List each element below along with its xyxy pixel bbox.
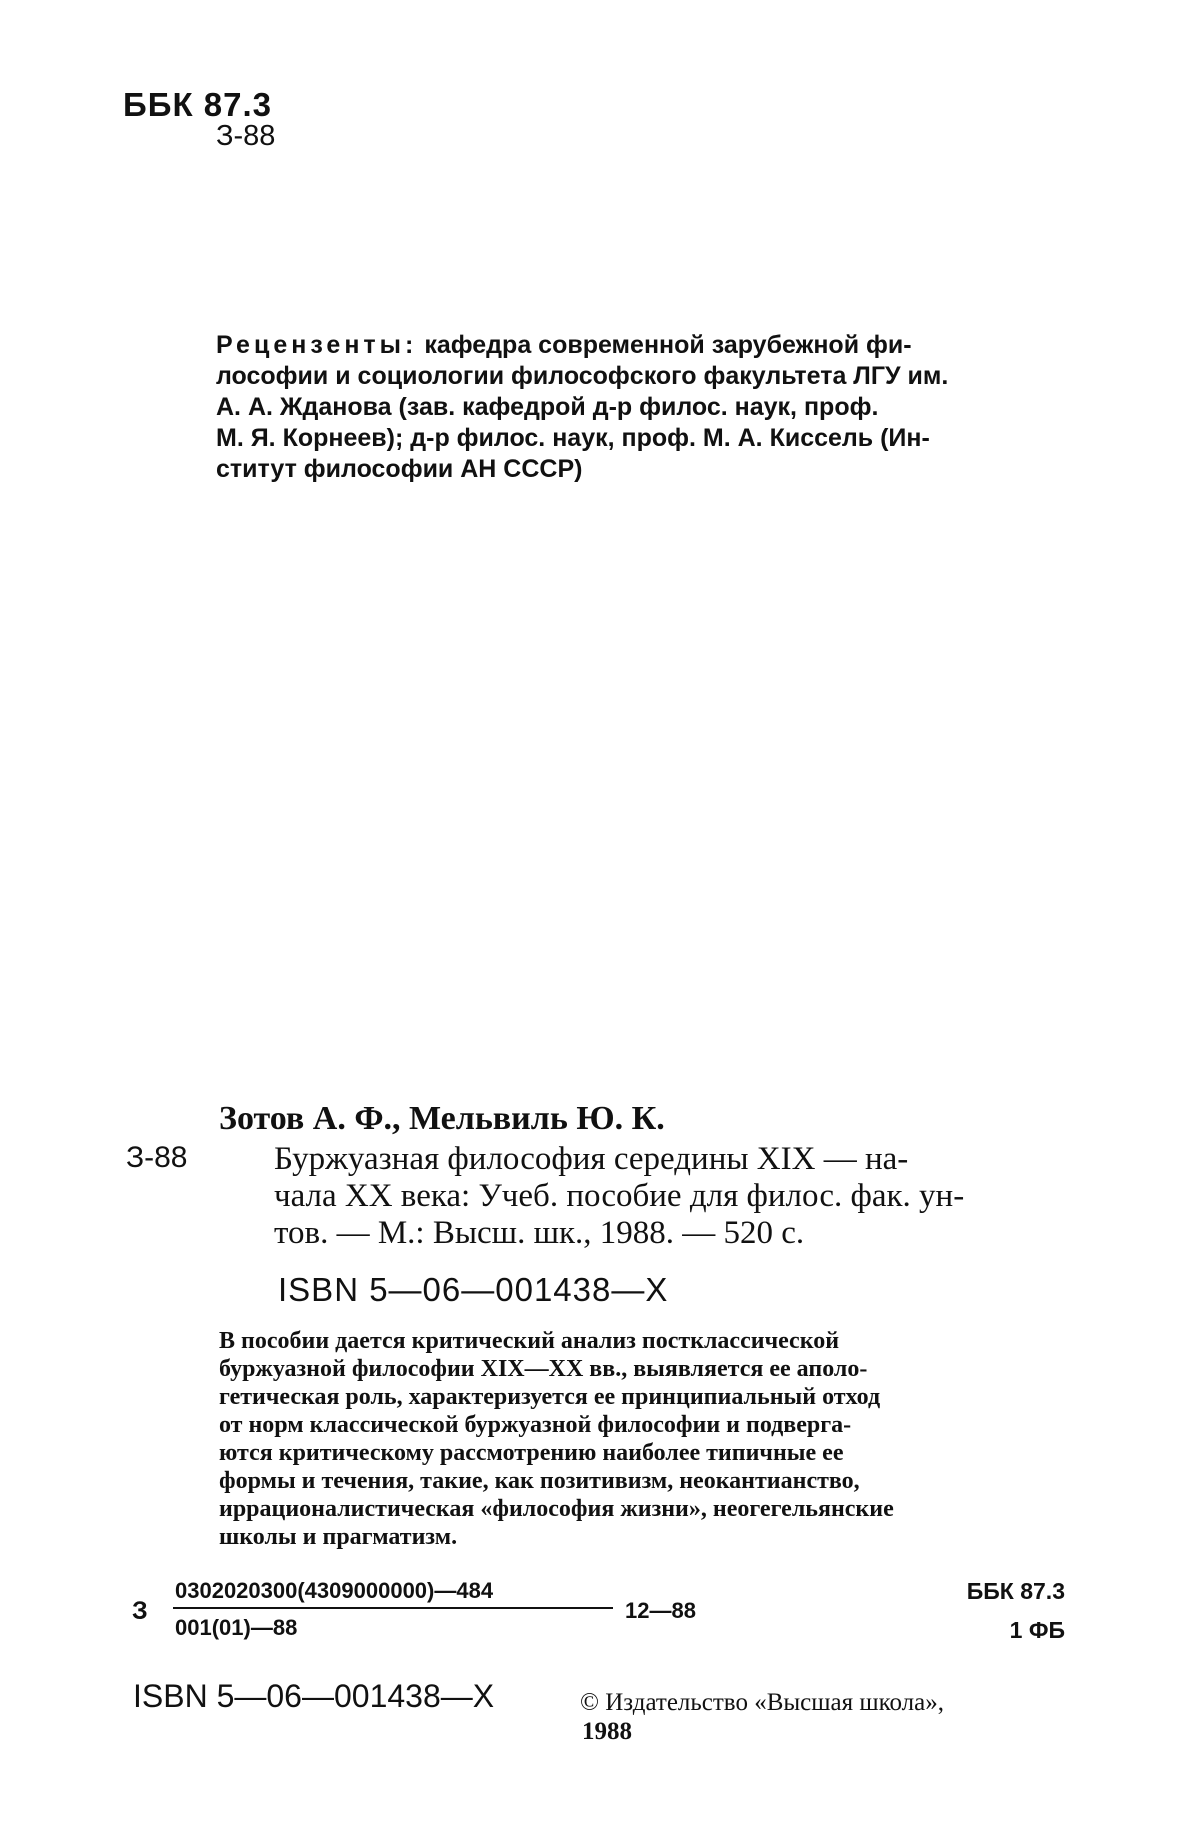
title-line: чала XX века: Учеб. пособие для филос. фак. ун- <box>274 1178 965 1214</box>
catalog-mid-code: 12—88 <box>625 1598 696 1623</box>
annotation-line: формы и течения, такие, как позитивизм, неокантианство, <box>219 1468 860 1494</box>
book-title <box>274 1141 1064 1252</box>
catalog-fb: 1 ФБ <box>1009 1617 1065 1643</box>
copyright-text: © Издательство «Высшая школа», <box>580 1689 944 1716</box>
annotation-line: от норм классической буржуазной философии и подверга- <box>219 1412 852 1438</box>
catalog-bbk: ББК 87.3 <box>966 1578 1065 1604</box>
annotation-line: иррационалистическая «философия жизни», неогегельянские <box>219 1496 894 1522</box>
footer-isbn: ISBN 5—06—001438—X <box>133 1678 495 1714</box>
title-line: Буржуазная философия середины XIX — на- <box>274 1141 909 1177</box>
fraction-line <box>173 1607 613 1609</box>
catalog-denominator: 001(01)—88 <box>175 1615 298 1640</box>
bbk-index: ББК 87.3 <box>123 86 272 123</box>
isbn: ISBN 5—06—001438—X <box>278 1271 669 1308</box>
annotation-line: школы и прагматизм. <box>219 1524 458 1550</box>
annotation-line: гетическая роль, характеризуется ее принципиальный отход <box>219 1384 881 1410</box>
reviewers-label: Рецензенты: <box>216 331 418 359</box>
copyright-year: 1988 <box>582 1718 632 1745</box>
catalog-letter: З <box>132 1597 148 1625</box>
title-line: тов. — М.: Высш. шк., 1988. — 520 с. <box>274 1215 805 1251</box>
annotation-line: буржуазной философии XIX—XX вв., выявляется ее аполо- <box>219 1356 868 1382</box>
book-authors: Зотов А. Ф., Мельвиль Ю. К. <box>219 1100 665 1137</box>
annotation-line: ются критическому рассмотрению наиболее типичные ее <box>219 1440 844 1466</box>
catalog-numerator: 0302020300(4309000000)—484 <box>175 1578 494 1603</box>
copyright-notice <box>580 1688 1080 1746</box>
annotation-line: В пособии дается критический анализ постклассической <box>219 1328 840 1354</box>
annotation <box>219 1327 1067 1551</box>
reviewers-line: А. А. Жданова (зав. кафедрой д-р филос. наук, проф. <box>216 393 879 421</box>
reviewers-line: Рецензенты: кафедра современной зарубежной фи- <box>216 331 912 359</box>
reviewers-line: М. Я. Корнеев); д-р филос. наук, проф. М. А. Киссель (Ин- <box>216 424 930 452</box>
reviewers-block <box>216 330 1066 485</box>
catalog-code: З-88 <box>126 1141 188 1174</box>
reviewers-line: лософии и социологии философского факультета ЛГУ им. <box>216 362 949 390</box>
author-mark: З-88 <box>216 120 276 152</box>
reviewers-line: ститут философии АН СССР) <box>216 455 583 483</box>
